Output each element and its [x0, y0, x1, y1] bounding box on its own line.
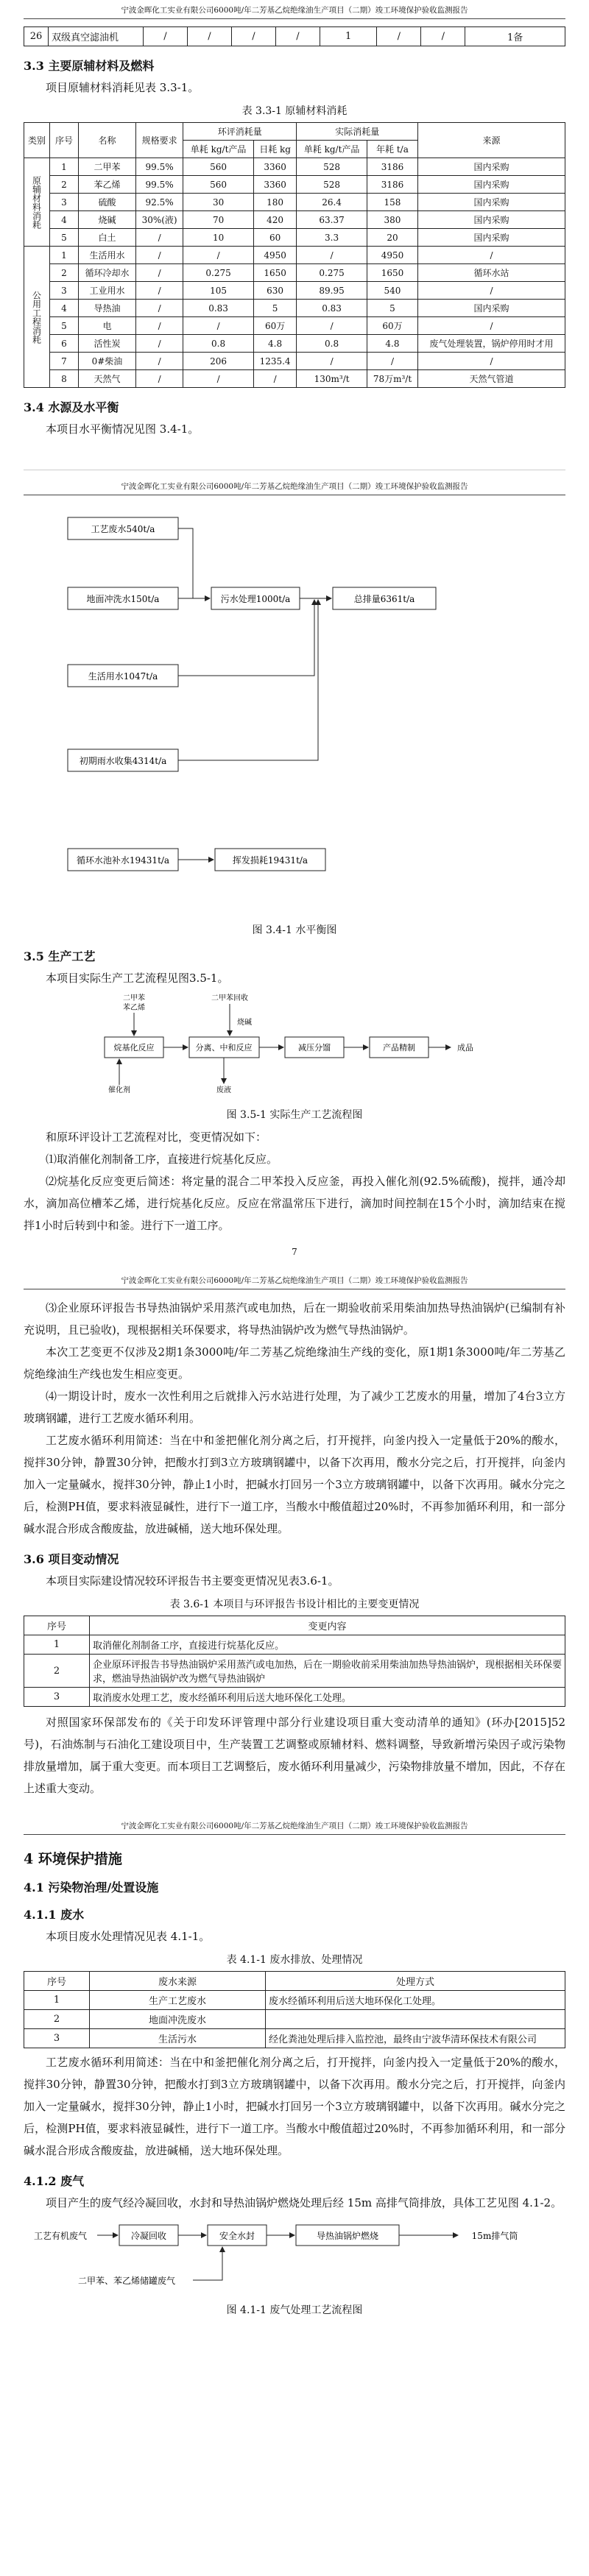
page-header: 宁波金晖化工实业有限公司6000吨/年二芳基乙烷绝缘油生产项目（二期）竣工环境保护验收监测报告 — [24, 1270, 565, 1289]
table-row — [24, 211, 565, 229]
table-row — [24, 1688, 565, 1707]
table-cell: 废水经循环利用后送大地环保化工处理。 — [266, 1991, 565, 2010]
wb-arrow — [178, 600, 314, 676]
svg-text:污水处理1000t/a: 污水处理1000t/a — [220, 594, 291, 604]
svg-text:冷凝回收: 冷凝回收 — [130, 2231, 167, 2241]
table-row — [24, 194, 565, 211]
table-cell: 3.3 — [297, 229, 367, 247]
table-row — [24, 2010, 565, 2029]
table-cell: 4.8 — [253, 335, 296, 353]
table-cell: 99.5% — [135, 158, 183, 176]
wastewater-table: 序号 废水来源 处理方式 1 生产工艺废水 废水经循环利用后送大地环保化工处理。 2 地面冲洗废水 3 生活污水 经化粪池处理后排入监控池，最终由宁波华清环保技术有限公司 — [24, 1971, 565, 2048]
svg-text:生活用水1047t/a: 生活用水1047t/a — [88, 671, 158, 682]
table-cell: 生活用水 — [79, 247, 136, 264]
table-cell: 70 — [183, 211, 254, 229]
table-row — [24, 282, 565, 300]
table-cell: / — [418, 317, 565, 335]
table-cell: 78万m³/t — [367, 370, 417, 388]
svg-text:苯乙烯: 苯乙烯 — [123, 1004, 145, 1012]
paragraph: 本项目水平衡情况见图 3.4-1。 — [46, 422, 200, 436]
paragraph: ⑴取消催化剂制备工序，直接进行烷基化反应。 — [46, 1153, 278, 1166]
table-cell: 60万 — [367, 317, 417, 335]
svg-text:循环水池补水19431t/a: 循环水池补水19431t/a — [76, 855, 170, 866]
page-header: 宁波金晖化工实业有限公司6000吨/年二芳基乙烷绝缘油生产项目（二期）竣工环境保护验收监测报告 — [24, 476, 565, 495]
group-label: 公用工程消耗 — [24, 247, 50, 388]
table-cell: 6 — [50, 335, 79, 353]
table-row — [24, 300, 565, 317]
section-title: 4.1.1 废水 — [24, 1908, 85, 1922]
table-cell: 活性炭 — [79, 335, 136, 353]
table-cell: 92.5% — [135, 194, 183, 211]
table-cell: 国内采购 — [418, 211, 565, 229]
flow-arrow — [193, 2247, 222, 2280]
figure-caption: 图 3.5-1 实际生产工艺流程图 — [226, 1109, 363, 1121]
materials-group-raw — [24, 158, 565, 247]
wb-box-floor — [68, 587, 178, 609]
table-cell: 528 — [297, 158, 367, 176]
svg-text:烧碱: 烧碱 — [237, 1019, 252, 1027]
svg-text:成品: 成品 — [457, 1043, 473, 1052]
table-cell: 循环冷却水 — [79, 264, 136, 282]
table-cell: 0.8 — [297, 335, 367, 353]
process-flow-diagram — [24, 989, 565, 1100]
wb-box-rain — [68, 749, 178, 771]
table-cell: 硫酸 — [79, 194, 136, 211]
paragraph: 对照国家环保部发布的《关于印发环评管理中部分行业建设项目重大变动清单的通知》(环办[2015]52号)，石油炼制与石油化工建设项目中，生产装置工艺调整或原辅材料、燃料调整，导致新增污染因子或污染物排放量增加，属于重大变更。而本项目工艺调整后，废水循环利用量减少，污染物排放量不增加，因此，不存在上述重大变动。 — [24, 1716, 565, 1795]
table-cell: 60万 — [253, 317, 296, 335]
table-cell: 3186 — [367, 176, 417, 194]
svg-text:烷基化反应: 烷基化反应 — [113, 1043, 155, 1052]
table-cell: 380 — [367, 211, 417, 229]
table-cell: 天然气 — [79, 370, 136, 388]
section-title: 4.1.2 废气 — [24, 2174, 85, 2188]
paragraph: ⑷一期设计时，废水一次性利用之后就排入污水站进行处理，为了减少工艺废水的用量，增加了4台3立方玻璃钢罐，进行工艺废水循环利用。 — [24, 1390, 565, 1425]
table-row — [24, 229, 565, 247]
table-cell: 生活污水 — [90, 2029, 266, 2048]
table-row — [24, 1991, 565, 2010]
table-cell: 5 — [367, 300, 417, 317]
page-c — [0, 1816, 589, 2317]
section-title: 3.4 水源及水平衡 — [24, 400, 119, 414]
table-cell: 99.5% — [135, 176, 183, 194]
table-cell: / — [297, 317, 367, 335]
table-cell: 取消催化剂制备工序，直接进行烷基化反应。 — [90, 1635, 565, 1655]
table-cell: 180 — [253, 194, 296, 211]
table-cell: / — [135, 282, 183, 300]
table-cell: 3 — [24, 1688, 90, 1707]
table-cell: / — [418, 247, 565, 264]
paragraph: 本项目废水处理情况见表 4.1-1。 — [46, 1930, 211, 1943]
svg-text:初期雨水收集4314t/a: 初期雨水收集4314t/a — [79, 756, 167, 766]
table-cell: 1235.4 — [253, 353, 296, 370]
materials-group-utilities — [24, 247, 565, 388]
table-cell: 30%(液) — [135, 211, 183, 229]
table-row — [24, 1635, 565, 1655]
section-title: 4.1 污染物治理/处置设施 — [24, 1880, 159, 1894]
paragraph: 工艺废水循环利用简述：当在中和釜把催化剂分离之后，打开搅拌，向釜内投入一定量低于20%的酸水，搅拌30分钟，静置30分钟，把酸水打到3立方玻璃钢罐中，以备下次再用，酸水分完之后，打开搅拌，向釜内加入一定量碱水，搅拌30分钟，静止1小时，把碱水打回另一个3立方玻璃钢罐中，以备下次再用。碱水分完之后，检测PH值，要求料液显碱性，进行下一道工序，当酸水中酸值超过20%时，不再参加循环利用，和一部分碱水混合形成含酸废盐，放进碱桶，送大地环保处理。 — [24, 1434, 565, 1535]
svg-text:二甲苯: 二甲苯 — [123, 994, 145, 1002]
svg-text:导热油锅炉燃烧: 导热油锅炉燃烧 — [316, 2231, 379, 2241]
svg-text:废液: 废液 — [216, 1086, 231, 1094]
svg-text:地面冲洗水150t/a: 地面冲洗水150t/a — [86, 594, 160, 604]
table-cell: 0.275 — [183, 264, 254, 282]
svg-text:二甲苯回收: 二甲苯回收 — [211, 994, 248, 1002]
water-balance-diagram — [24, 503, 565, 915]
table-cell: / — [183, 370, 254, 388]
table-cell — [266, 2010, 565, 2029]
materials-table: 类别 序号 名称 规格要求 环评消耗量 实际消耗量 来源 单耗 kg/t产品 日耗 kg 单耗 kg/t产品 年耗 t/a 原辅材料消耗 1 二甲苯 99.5% 560 3360 528 3186 国内采购 2 苯乙烯 99.5% 560 3360 528 3186 国内采购 3 硫酸 92.5% 30 180 26.4 158 国内采购 4 烧碱 30%(液) 70 420 63.37 380 国内采购 5 白土 / 10 60 3.3 20 国内采购 公用工程消耗 1 生活用水 / / 4950 / 4950 / 2 循环冷却水 / 0.275 1650 0.275 1650 循环水站 3 工业用水 / 105 630 89.95 540 / 4 导热油 / 0.83 5 0.83 5 国内采购 5 电 / / 60万 / 60万 / 6 活性炭 / 0.8 4.8 0.8 4.8 废气处理装置，锅炉停用时才用 7 0#柴油 / 206 1235.4 / / / 8 天然气 / / / 130m³/t 78万m³/t 天然气管道 — [24, 122, 565, 388]
table-cell: 158 — [367, 194, 417, 211]
table-cell: 540 — [367, 282, 417, 300]
table-cell: 560 — [183, 158, 254, 176]
svg-text:总排量6361t/a: 总排量6361t/a — [353, 594, 415, 604]
table-cell: 生产工艺废水 — [90, 1991, 266, 2010]
table-cell: 3 — [24, 2029, 90, 2048]
table-row — [24, 353, 565, 370]
table-cell: 630 — [253, 282, 296, 300]
table-cell: 30 — [183, 194, 254, 211]
wb-box-treatment — [211, 587, 300, 609]
table-row — [24, 247, 565, 264]
table-cell: 2 — [24, 2010, 90, 2029]
table-cell: 1 — [24, 1635, 90, 1655]
table-cell: 1 — [50, 158, 79, 176]
table-cell: 1 — [50, 247, 79, 264]
table-cell: 60 — [253, 229, 296, 247]
table-cell: 1650 — [367, 264, 417, 282]
svg-text:减压分馏: 减压分馏 — [298, 1043, 331, 1052]
group-label: 原辅材料消耗 — [24, 158, 50, 247]
paragraph: ⑶企业原环评报告书导热油锅炉采用蒸汽或电加热，后在一期验收前采用柴油加热导热油锅炉(已编制有补充说明，且已验收)，现根据相关环保要求，将导热油锅炉改为燃气导热油锅炉。 — [24, 1301, 565, 1337]
table-cell: 0.83 — [297, 300, 367, 317]
table-row — [24, 158, 565, 176]
table-cell: / — [418, 282, 565, 300]
wb-box-domestic — [68, 665, 178, 687]
table-cell: / — [418, 353, 565, 370]
table-cell: / — [135, 370, 183, 388]
table-cell: 4.8 — [367, 335, 417, 353]
table-row — [24, 2029, 565, 2048]
table-cell: 206 — [183, 353, 254, 370]
svg-text:挥发损耗19431t/a: 挥发损耗19431t/a — [232, 855, 308, 866]
table-cell: 560 — [183, 176, 254, 194]
wb-box-discharge — [333, 587, 436, 609]
equipment-table-tail — [24, 26, 565, 46]
table-caption: 表 3.3-1 原辅材料消耗 — [241, 105, 348, 117]
table-cell: 导热油 — [79, 300, 136, 317]
table-row — [24, 370, 565, 388]
figure-caption: 图 4.1-1 废气处理工艺流程图 — [226, 2304, 363, 2316]
paragraph: 本次工艺变更不仅涉及2期1条3000吨/年二芳基乙烷绝缘油生产线的变化，原1期1条3000吨/年二芳基乙烷绝缘油生产线也发生相应变更。 — [24, 1345, 565, 1381]
table-cell: 528 — [297, 176, 367, 194]
table-caption: 表 3.6-1 本项目与环评报告书设计相比的主要变更情况 — [169, 1599, 420, 1610]
svg-text:二甲苯、苯乙烯储罐废气: 二甲苯、苯乙烯储罐废气 — [77, 2276, 176, 2286]
table-cell: 国内采购 — [418, 300, 565, 317]
wb-line — [178, 528, 193, 598]
paragraph: 项目原辅材料消耗见表 3.3-1。 — [46, 81, 200, 94]
table-cell: / — [135, 300, 183, 317]
wb-box-process — [68, 517, 178, 539]
paragraph: ⑵烷基化反应变更后简述：将定量的混合二甲苯投入反应釜，再投入催化剂(92.5%硫酸)，搅拌，通冷却水，滴加高位槽苯乙烯，进行烷基化反应。反应在常温常压下进行，滴加时间控制在15个小时，滴加结束在搅拌1小时后转到中和釜。进行下一道工序。 — [24, 1175, 565, 1232]
table-cell: 国内采购 — [418, 176, 565, 194]
page-number: 7 — [292, 1247, 297, 1257]
table-cell: / — [135, 317, 183, 335]
table-row — [24, 1655, 565, 1688]
table-caption: 表 4.1-1 废水排放、处理情况 — [226, 1954, 363, 1966]
table-cell: 白土 — [79, 229, 136, 247]
table-cell: / — [135, 335, 183, 353]
gas-flow-diagram — [24, 2214, 565, 2295]
table-cell: 4 — [50, 300, 79, 317]
table-cell: 8 — [50, 370, 79, 388]
table-cell: 5 — [50, 317, 79, 335]
section-title: 3.3 主要原辅材料及燃料 — [24, 59, 155, 73]
svg-text:15m排气筒: 15m排气筒 — [471, 2231, 518, 2241]
wb-arrow — [178, 600, 318, 760]
wb-box-loss — [215, 849, 325, 871]
table-cell: 烧碱 — [79, 211, 136, 229]
chapter-title: 4 环境保护措施 — [24, 1851, 122, 1867]
table-cell: 1 — [24, 1991, 90, 2010]
table-cell: 3186 — [367, 158, 417, 176]
table-cell: 企业原环评报告书导热油锅炉采用蒸汽或电加热，后在一期验收前采用柴油加热导热油锅炉，现根据相关环保要求，燃油导热油锅炉改为燃气导热油锅炉 — [90, 1655, 565, 1688]
wb-box-cooling — [68, 849, 178, 871]
section-title: 3.6 项目变动情况 — [24, 1552, 119, 1566]
table-cell: / — [183, 317, 254, 335]
svg-text:产品精制: 产品精制 — [383, 1043, 415, 1052]
table-cell: 3360 — [253, 158, 296, 176]
table-cell: 0#柴油 — [79, 353, 136, 370]
paragraph: 和原环评设计工艺流程对比，变更情况如下： — [46, 1130, 267, 1144]
page-break — [24, 440, 565, 470]
svg-text:分离、中和反应: 分离、中和反应 — [195, 1043, 253, 1052]
table-cell: 国内采购 — [418, 158, 565, 176]
table-cell: 4950 — [253, 247, 296, 264]
table-cell: 天然气管道 — [418, 370, 565, 388]
svg-text:安全水封: 安全水封 — [219, 2231, 255, 2241]
paragraph: 本项目实际建设情况较环评报告书主要变更情况见表3.6-1。 — [46, 1574, 339, 1588]
table-cell: / — [253, 370, 296, 388]
section-title: 3.5 生产工艺 — [24, 949, 96, 963]
table-cell: 苯乙烯 — [79, 176, 136, 194]
table-cell: 3 — [50, 282, 79, 300]
svg-text:工艺有机废气: 工艺有机废气 — [33, 2231, 88, 2241]
table-row: 26 双级真空滤油机 / / / / 1 / / 1备 — [24, 27, 565, 46]
table-cell: 经化粪池处理后排入监控池，最终由宁波华清环保技术有限公司 — [266, 2029, 565, 2048]
paragraph: 工艺废水循环利用简述：当在中和釜把催化剂分离之后，打开搅拌，向釜内投入一定量低于20%的酸水，搅拌30分钟，静置30分钟，把酸水打到3立方玻璃钢罐中，以备下次再用。酸水分完之后，打开搅拌，向釜内加入一定量碱水，搅拌30分钟，静止1小时，把碱水打回另一个3立方玻璃钢罐中，以备下次再用。碱水分完之后，检测PH值，要求料液显碱性，进行下一道工序。当酸水中酸值超过20%时，不再参加循环利用，和一部分碱水混合形成含酸废盐，放进碱桶，送大地环保处理。 — [24, 2056, 565, 2157]
table-cell: 420 — [253, 211, 296, 229]
table-row — [24, 176, 565, 194]
table-cell: / — [135, 247, 183, 264]
table-cell: 5 — [50, 229, 79, 247]
table-cell: / — [297, 353, 367, 370]
table-cell: 取消废水处理工艺，废水经循环利用后送大地环保化工处理。 — [90, 1688, 565, 1707]
table-cell: 26.4 — [297, 194, 367, 211]
table-cell: 地面冲洗废水 — [90, 2010, 266, 2029]
svg-text:工艺废水540t/a: 工艺废水540t/a — [91, 524, 155, 534]
table-cell: 3360 — [253, 176, 296, 194]
page-a — [0, 0, 589, 1257]
table-cell: 电 — [79, 317, 136, 335]
table-cell: 105 — [183, 282, 254, 300]
table-cell: 5 — [253, 300, 296, 317]
page-b — [0, 1270, 589, 1800]
table-cell: 4 — [50, 211, 79, 229]
table-cell: 10 — [183, 229, 254, 247]
table-cell: 二甲苯 — [79, 158, 136, 176]
table-row — [24, 264, 565, 282]
table-cell: 2 — [50, 264, 79, 282]
table-cell: / — [367, 353, 417, 370]
table-cell: / — [135, 264, 183, 282]
table-cell: 2 — [50, 176, 79, 194]
table-cell: 国内采购 — [418, 229, 565, 247]
table-row — [24, 335, 565, 353]
table-cell: 1650 — [253, 264, 296, 282]
table-cell: / — [297, 247, 367, 264]
table-cell: 工业用水 — [79, 282, 136, 300]
table-cell: 国内采购 — [418, 194, 565, 211]
page-header: 宁波金晖化工实业有限公司6000吨/年二芳基乙烷绝缘油生产项目（二期）竣工环境保护验收监测报告 — [24, 1816, 565, 1835]
table-cell: 循环水站 — [418, 264, 565, 282]
table-cell: 0.8 — [183, 335, 254, 353]
table-row — [24, 317, 565, 335]
table-cell: 0.83 — [183, 300, 254, 317]
page-header: 宁波金晖化工实业有限公司6000吨/年二芳基乙烷绝缘油生产项目（二期）竣工环境保护验收监测报告 — [24, 0, 565, 19]
table-cell: 63.37 — [297, 211, 367, 229]
table-cell: / — [135, 229, 183, 247]
table-cell: / — [183, 247, 254, 264]
table-cell: 7 — [50, 353, 79, 370]
table-cell: 4950 — [367, 247, 417, 264]
table-cell: 0.275 — [297, 264, 367, 282]
table-cell: 130m³/t — [297, 370, 367, 388]
paragraph: 本项目实际生产工艺流程见图3.5-1。 — [46, 972, 229, 985]
table-cell: / — [135, 353, 183, 370]
paragraph: 项目产生的废气经冷凝回收，水封和导热油锅炉燃烧处理后经 15m 高排气筒排放，具体工艺见图 4.1-2。 — [46, 2196, 562, 2209]
svg-text:催化剂: 催化剂 — [108, 1086, 130, 1094]
figure-caption: 图 3.4-1 水平衡图 — [252, 924, 337, 936]
table-cell: 3 — [50, 194, 79, 211]
table-cell: 20 — [367, 229, 417, 247]
table-cell: 废气处理装置，锅炉停用时才用 — [418, 335, 565, 353]
changes-table: 序号 变更内容 1 取消催化剂制备工序，直接进行烷基化反应。 2 企业原环评报告书导热油锅炉采用蒸汽或电加热，后在一期验收前采用柴油加热导热油锅炉，现根据相关环保要求，燃油导热油锅炉改为燃气导热油锅炉 3 取消废水处理工艺，废水经循环利用后送大地环保化工处理。 — [24, 1616, 565, 1707]
table-cell: 2 — [24, 1655, 90, 1688]
table-cell: 89.95 — [297, 282, 367, 300]
